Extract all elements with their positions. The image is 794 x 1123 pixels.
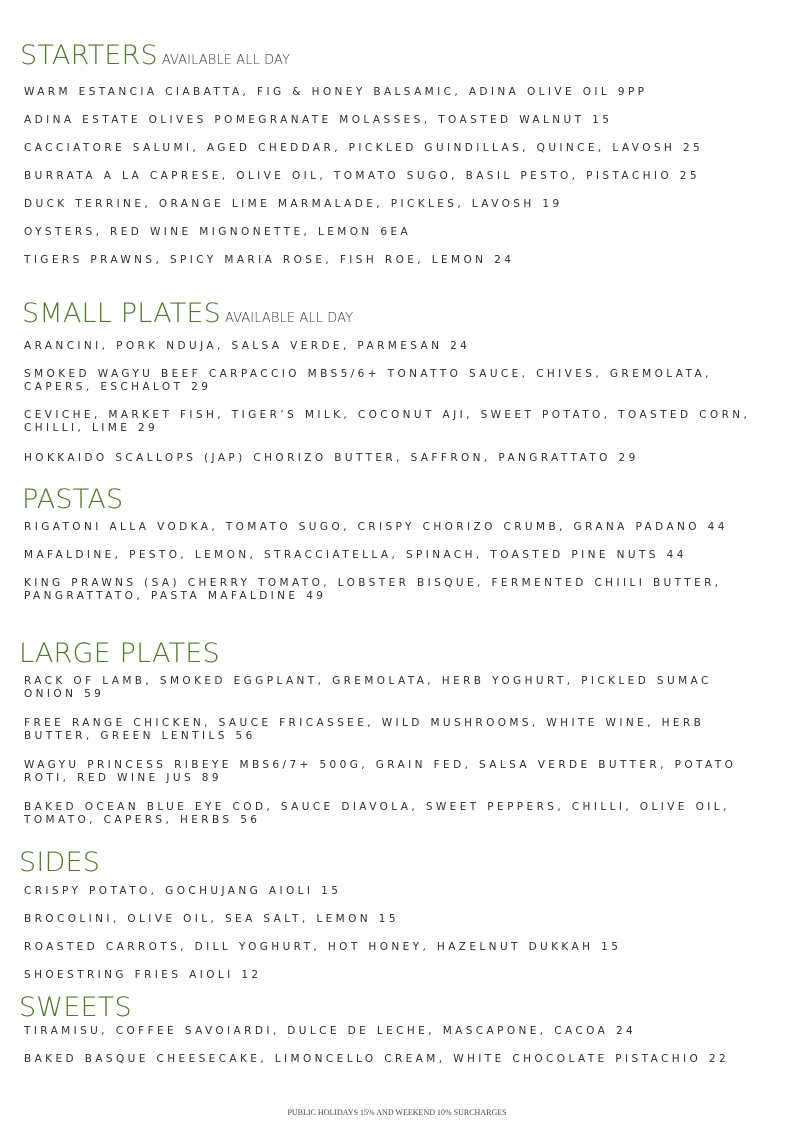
section-title: PASTAS [22,484,124,515]
menu-item: SMOKED WAGYU BEEF CARPACCIO MBS5/6+ TONATTO SAUCE, CHIVES, GREMOLATA, CAPERS, ESCHALOT 29 [24,368,712,393]
menu-item: CACCIATORE SALUMI, AGED CHEDDAR, PICKLED GUINDILLAS, QUINCE, LAVOSH 25 [24,142,704,154]
menu-item: BROCOLINI, OLIVE OIL, SEA SALT, LEMON 15 [24,913,399,925]
menu-item: TIGERS PRAWNS, SPICY MARIA ROSE, FISH ROE, LEMON 24 [24,254,515,266]
section-heading [22,486,123,513]
section-title: LARGE PLATES [19,638,220,669]
menu-item: MAFALDINE, PESTO, LEMON, STRACCIATELLA, SPINACH, TOASTED PINE NUTS 44 [24,549,687,561]
menu-item: OYSTERS, RED WINE MIGNONETTE, LEMON 6EA [24,226,412,238]
menu-item: BAKED BASQUE CHEESECAKE, LIMONCELLO CREAM, WHITE CHOCOLATE PISTACHIO 22 [24,1053,730,1065]
menu-item: KING PRAWNS (SA) CHERRY TOMATO, LOBSTER BISQUE, FERMENTED CHIILI BUTTER, PANGRATTATO, PASTA MAFALDINE 49 [24,577,722,602]
menu-item: RIGATONI ALLA VODKA, TOMATO SUGO, CRISPY CHORIZO CRUMB, GRANA PADANO 44 [24,521,728,533]
menu-item: CRISPY POTATO, GOCHUJANG AIOLI 15 [24,885,342,897]
section-heading [19,640,220,667]
section-heading [20,42,290,69]
menu-item: ADINA ESTATE OLIVES POMEGRANATE MOLASSES, TOASTED WALNUT 15 [24,114,613,126]
menu-item: SHOESTRING FRIES AIOLI 12 [24,969,262,981]
menu-item: DUCK TERRINE, ORANGE LIME MARMALADE, PICKLES, LAVOSH 19 [24,198,563,210]
menu-item: ARANCINI, PORK NDUJA, SALSA VERDE, PARMESAN 24 [24,340,471,352]
menu-item: CEVICHE, MARKET FISH, TIGER’S MILK, COCONUT AJI, SWEET POTATO, TOASTED CORN, CHILLI, LIME 29 [24,409,751,434]
section-title: SIDES [19,847,101,878]
menu-item: ROASTED CARROTS, DILL YOGHURT, HOT HONEY, HAZELNUT DUKKAH 15 [24,941,622,953]
menu-item: WAGYU PRINCESS RIBEYE MBS6/7+ 500G, GRAIN FED, SALSA VERDE BUTTER, POTATO ROTI, RED WINE JUS 89 [24,759,737,784]
menu-item: FREE RANGE CHICKEN, SAUCE FRICASSEE, WILD MUSHROOMS, WHITE WINE, HERB BUTTER, GREEN LENTILS 56 [24,717,705,742]
menu-item: TIRAMISU, COFFEE SAVOIARDI, DULCE DE LECHE, MASCAPONE, CACOA 24 [24,1025,637,1037]
section-heading [19,849,100,876]
section-title: STARTERS [20,40,158,71]
section-heading [22,300,353,327]
menu-item: BAKED OCEAN BLUE EYE COD, SAUCE DIAVOLA, SWEET PEPPERS, CHILLI, OLIVE OIL, TOMATO, CAPERS, HERBS 56 [24,801,730,826]
section-subtitle: AVAILABLE ALL DAY [161,53,291,68]
menu-item: BURRATA A LA CAPRESE, OLIVE OIL, TOMATO SUGO, BASIL PESTO, PISTACHIO 25 [24,170,700,182]
section-heading [19,994,132,1021]
section-title: SMALL PLATES [22,298,221,329]
section-subtitle: AVAILABLE ALL DAY [224,311,354,326]
menu-item: WARM ESTANCIA CIABATTA, FIG & HONEY BALSAMIC, ADINA OLIVE OIL 9PP [24,86,648,98]
menu-item: RACK OF LAMB, SMOKED EGGPLANT, GREMOLATA, HERB YOGHURT, PICKLED SUMAC ONION 59 [24,675,712,700]
menu-item: HOKKAIDO SCALLOPS (JAP) CHORIZO BUTTER, SAFFRON, PANGRATTATO 29 [24,452,639,464]
surcharge-footer: PUBLIC HOLIDAYS 15% AND WEEKEND 10% SURCHARGES [287,1108,507,1117]
section-title: SWEETS [19,992,132,1023]
